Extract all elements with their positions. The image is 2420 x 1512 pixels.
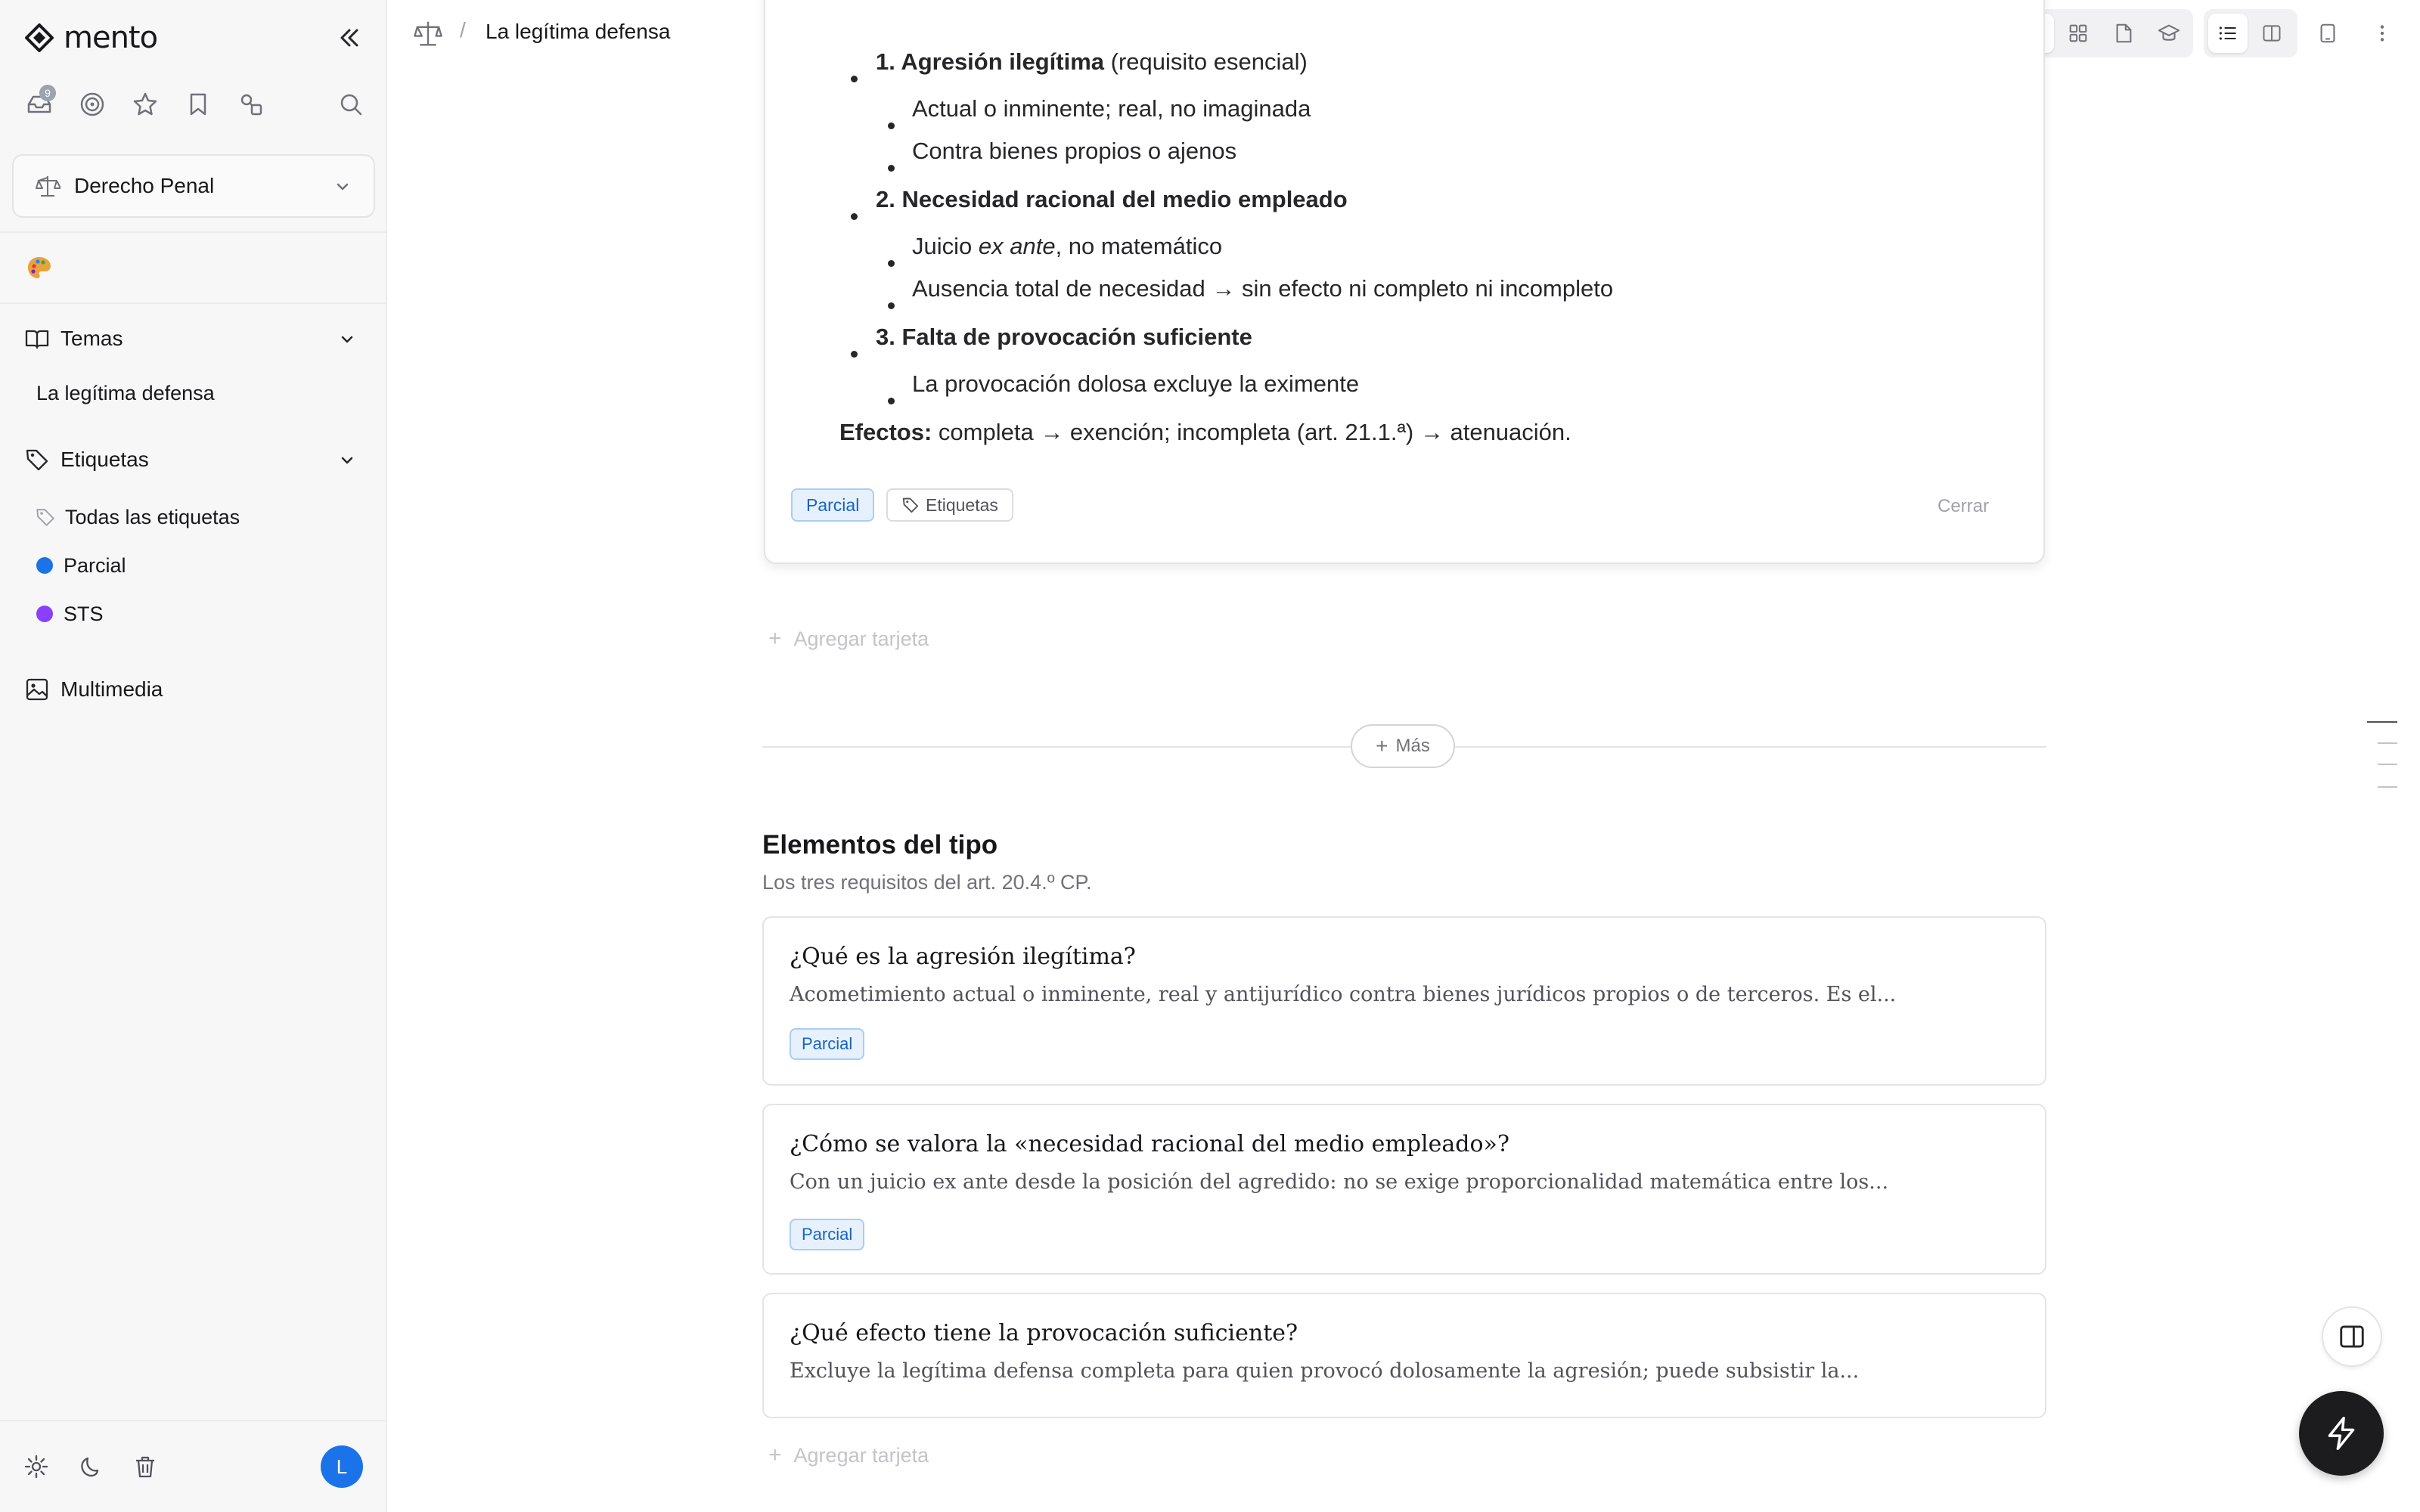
toc-marker[interactable] (2378, 786, 2397, 788)
add-card-label: Agregar tarjeta (793, 627, 929, 650)
chevron-down-icon[interactable] (336, 449, 358, 476)
add-tags-label: Etiquetas (926, 494, 998, 515)
tag-color-dot (36, 557, 53, 574)
bullet (888, 398, 895, 404)
image-icon (24, 677, 50, 702)
lightning-icon (2322, 1414, 2360, 1452)
card-line: Ausencia total de necesidad → sin efecto ni completo ni incompleto (912, 275, 1614, 302)
sidebar-item-tag-sts[interactable] (24, 597, 365, 631)
sidebar-section-etiquetas[interactable] (24, 443, 365, 476)
quick-action-button[interactable] (2299, 1391, 2384, 1476)
card-answer-preview: Con un juicio ex ante desde la posición del agredido: no se exige proporcionalidad matemática entre los... (790, 1170, 1889, 1194)
avatar[interactable]: L (321, 1445, 363, 1488)
add-card-button[interactable] (768, 1442, 929, 1468)
workspace-name: Derecho Penal (74, 174, 215, 197)
logo-icon (24, 23, 54, 53)
toc-marker[interactable] (2378, 742, 2397, 744)
card-line: 1. Agresión ilegítima (requisito esencial) (876, 48, 1308, 75)
tag-chip-parcial[interactable]: Parcial (790, 1028, 864, 1060)
palette-icon[interactable] (26, 254, 53, 281)
split-view-icon[interactable] (2255, 17, 2288, 50)
toc-marker-active[interactable] (2367, 721, 2397, 723)
close-card-button[interactable]: Cerrar (1937, 496, 1989, 516)
chevron-down-icon (331, 175, 354, 202)
card-line: 3. Falta de provocación suficiente (876, 324, 1252, 350)
tag-icon (35, 507, 56, 528)
list-layout-icon[interactable] (2211, 17, 2245, 50)
section-label: Temas (60, 327, 123, 350)
bullet (851, 351, 858, 358)
expanded-card (764, 0, 2045, 564)
card-line: Juicio ex ante, no matemático (912, 233, 1223, 259)
sidebar-panel-icon (2338, 1322, 2366, 1351)
all-tags-label: Todas las etiquetas (65, 505, 240, 528)
bullet (851, 213, 858, 220)
card-line: Efectos: completa → exención; incompleta (art. 21.1.ª) → atenuación. (839, 419, 1571, 445)
card-question: ¿Qué efecto tiene la provocación suficiente? (790, 1320, 1298, 1346)
sidebar-divider (0, 1420, 386, 1421)
more-button[interactable] (1351, 724, 1455, 768)
layout-toggle (2204, 9, 2297, 57)
add-card-button[interactable] (768, 626, 929, 652)
more-label: Más (1395, 736, 1430, 756)
app-name: mento (64, 20, 158, 55)
app-logo[interactable] (24, 20, 365, 56)
sidebar-item-tag-parcial[interactable] (24, 549, 365, 582)
flashcard[interactable] (762, 1293, 2046, 1418)
page-view-icon[interactable] (2107, 17, 2140, 50)
toc-marker[interactable] (2378, 764, 2397, 765)
scale-icon[interactable] (413, 18, 443, 48)
tag-chip-parcial[interactable]: Parcial (790, 1219, 864, 1250)
bullet (888, 165, 895, 172)
chevron-down-icon[interactable] (336, 328, 358, 355)
section-label: Multimedia (60, 677, 163, 701)
card-question: ¿Qué es la agresión ilegítima? (790, 943, 1136, 970)
settings-icon[interactable] (21, 1452, 51, 1482)
bullet (888, 302, 895, 309)
flashcard[interactable] (762, 1104, 2046, 1275)
sidebar-item-topic[interactable] (36, 376, 377, 410)
tag-color-dot (36, 606, 53, 622)
more-options-icon[interactable] (2366, 17, 2399, 50)
add-tags-button[interactable] (886, 488, 1013, 522)
sidebar-item-all-tags[interactable] (24, 500, 365, 534)
bullet (888, 122, 895, 129)
sidebar-section-multimedia[interactable] (24, 673, 365, 706)
section-subtitle: Los tres requisitos del art. 20.4.º CP. (762, 871, 1092, 894)
card-line: 2. Necesidad racional del medio empleado (876, 186, 1348, 212)
breadcrumb-title[interactable]: La legítima defensa (486, 20, 671, 43)
search-icon[interactable] (334, 88, 368, 121)
sidebar-divider (0, 231, 386, 233)
bullet (888, 260, 895, 267)
tag-label: STS (64, 602, 104, 625)
tag-icon (901, 496, 920, 514)
study-mode-icon[interactable] (2152, 17, 2186, 50)
card-line: La provocación dolosa excluye la eximente (912, 370, 1360, 397)
book-icon (24, 326, 50, 352)
scale-icon (35, 173, 60, 199)
panel-toggle-button[interactable] (2322, 1306, 2382, 1367)
inbox-icon[interactable] (23, 88, 56, 121)
sidebar (0, 0, 387, 1512)
plus-icon: + (768, 626, 782, 651)
card-line: Actual o inminente; real, no imaginada (912, 95, 1311, 122)
target-icon[interactable] (76, 88, 109, 121)
tag-icon (24, 447, 50, 472)
bookmark-icon[interactable] (182, 88, 215, 121)
star-icon[interactable] (129, 88, 162, 121)
trash-icon[interactable] (130, 1452, 160, 1482)
card-question: ¿Cómo se valora la «necesidad racional del medio empleado»? (790, 1131, 1509, 1157)
flashcard[interactable] (762, 916, 2046, 1086)
card-answer-preview: Excluye la legítima defensa completa para quien provocó dolosamente la agresión; puede subsistir la... (790, 1359, 1860, 1383)
topic-label: La legítima defensa (36, 381, 215, 404)
workspace-selector[interactable] (12, 154, 375, 218)
card-line: Contra bienes propios o ajenos (912, 138, 1237, 164)
breadcrumb-separator: / (460, 18, 466, 42)
sidebar-divider (0, 302, 386, 304)
inbox-badge: 9 (39, 85, 56, 101)
moon-icon[interactable] (76, 1452, 106, 1482)
grid-view-icon[interactable] (2062, 17, 2095, 50)
plus-icon: + (1376, 734, 1388, 758)
add-card-label: Agregar tarjeta (793, 1443, 929, 1467)
section-title[interactable]: Elementos del tipo (762, 830, 998, 860)
tablet-icon[interactable] (2311, 17, 2344, 50)
tag-label: Parcial (64, 553, 126, 577)
collapse-sidebar-icon[interactable] (334, 23, 365, 53)
sidebar-quick-icons (23, 88, 368, 124)
shapes-icon[interactable] (234, 88, 268, 121)
card-answer-preview: Acometimiento actual o inminente, real y antijurídico contra bienes jurídicos propios o de terceros. Es el... (790, 983, 1897, 1006)
bullet (851, 76, 858, 82)
plus-icon: + (768, 1442, 782, 1467)
section-label: Etiquetas (60, 448, 149, 471)
sidebar-section-temas[interactable] (24, 322, 365, 355)
tag-chip-parcial[interactable]: Parcial (791, 488, 874, 522)
